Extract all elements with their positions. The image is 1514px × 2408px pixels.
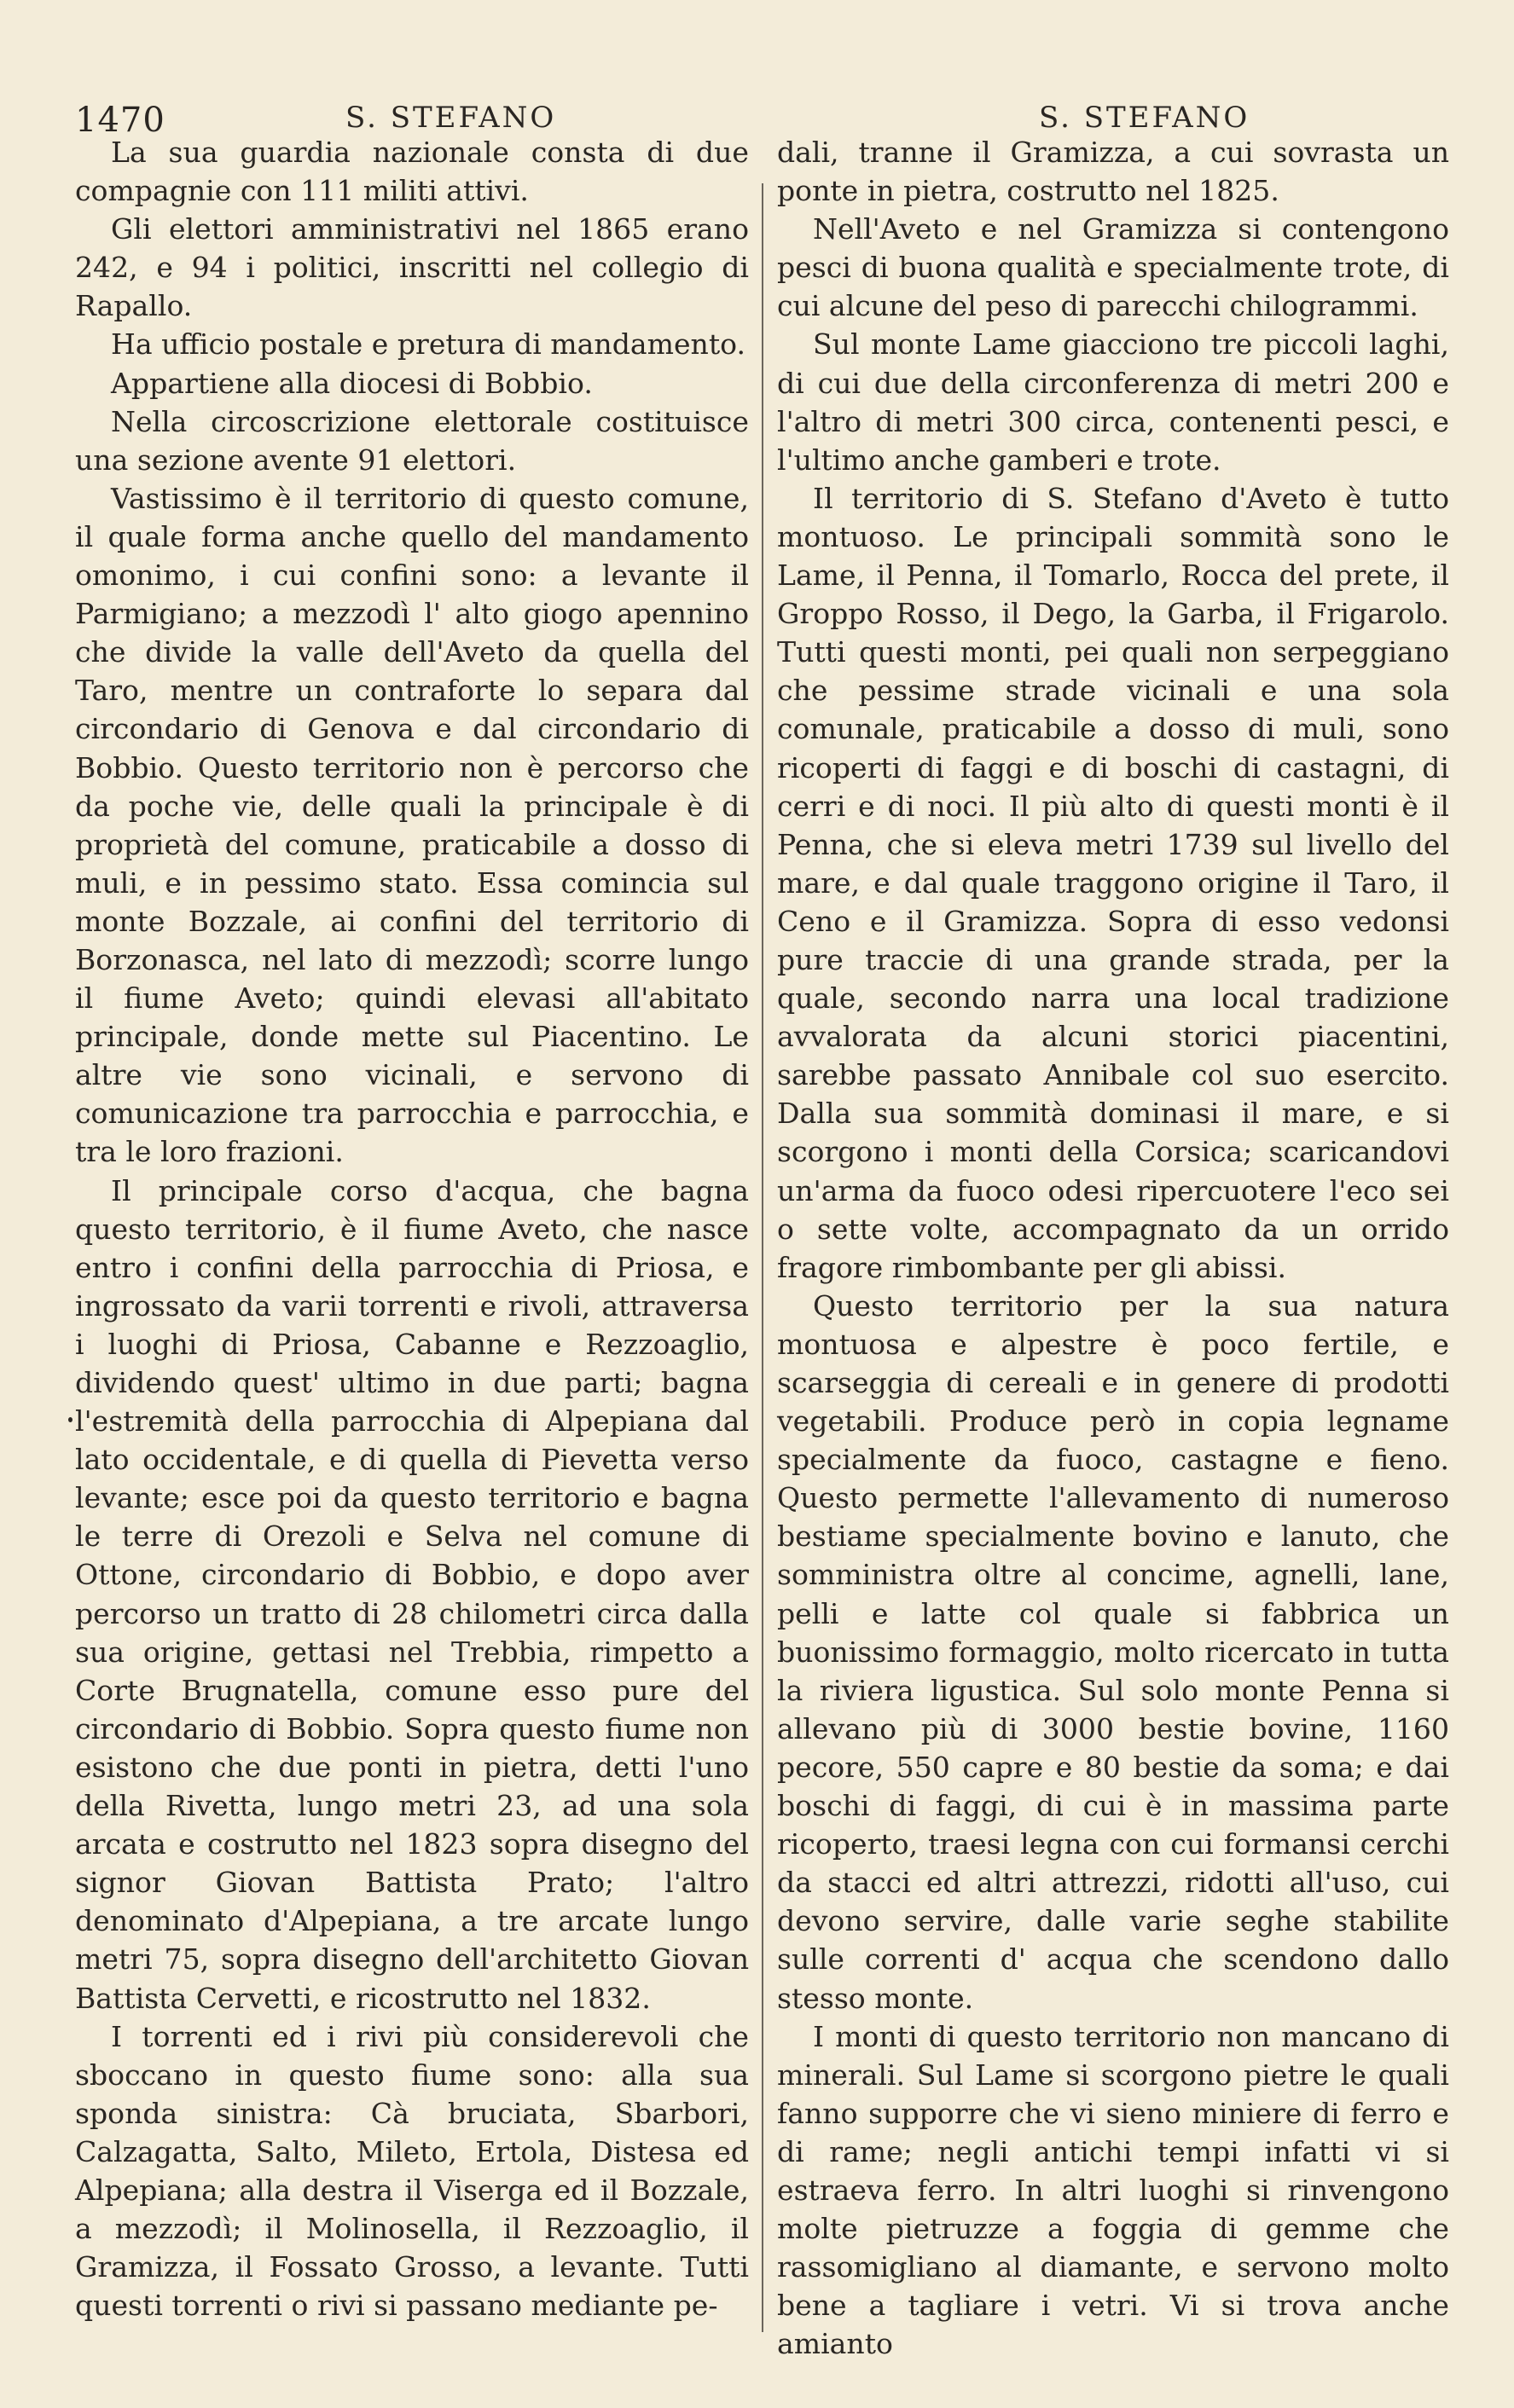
paragraph: Il territorio di S. Stefano d'Aveto è tutto montuoso. Le principali sommità sono le Lame, il Penna, il Tomarlo, Rocca del prete, il Groppo Rosso, il Dego, la Garba, il Frigarolo. Tutti questi monti, pei quali non serpeggiano che pessime strade vicinali e una sola comunale, praticabile a dosso di muli, sono ricoperti di faggi e di boschi di castagni, di cerri e di noci. Il più alto di questi monti è il Penna, che si eleva metri 1739 sul livello del mare, e dal quale traggono origine il Taro, il Ceno e il Gramizza. Sopra di esso vedonsi pure traccie di una grande strada, per la quale, secondo narra una local tradizione avvalorata da alcuni storici piacentini, sarebbe passato Annibale col suo esercito. Dalla sua sommità dominasi il mare, e si scorgono i monti della Corsica; scaricandovi un'arma da fuoco odesi ripercuotere l'eco sei o sette volte, accompagnato da un orrido fragore rimbombante per gli abissi. — [777, 481, 1449, 1284]
paragraph: Gli elettori amministrativi nel 1865 erano 242, e 94 i politici, inscritti nel collegio di Rapallo. — [75, 212, 749, 323]
paragraph: La sua guardia nazionale consta di due compagnie con 111 militi attivi. — [75, 136, 749, 208]
paragraph: Questo territorio per la sua natura montuosa e alpestre è poco fertile, e scarseggia di cereali e in genere di prodotti vegetabili. Produce però in copia legname specialmente da fuoco, castagne e fieno. Questo permette l'allevamento di numeroso bestiame specialmente bovino e lanuto, che somministra oltre al concime, agnelli, lane, pelli e latte col quale si fabbrica un buonissimo formaggio, molto ricercato in tutta la riviera ligustica. Sul solo monte Penna si allevano più di 3000 bestie bovine, 1160 pecore, 550 capre e 80 bestie da soma; e dai boschi di faggi, di cui è in massima parte ricoperto, traesi legna con cui formansi cerchi da stacci ed altri attrezzi, ridotti all'uso, cui devono servire, dalle varie seghe stabilite sulle correnti d' acqua che scendono dallo stesso monte. — [777, 1288, 1449, 2015]
print-speck — [68, 1417, 73, 1422]
paragraph: Vastissimo è il territorio di questo comune, il quale forma anche quello del mandamento omonimo, i cui confini sono: a levante il Parmigiano; a mezzodì l' alto giogo apennino che divide la valle dell'Aveto da quella del Taro, mentre un contraforte lo separa dal circondario di Genova e dal circondario di Bobbio. Questo territorio non è percorso che da poche vie, delle quali la principale è di proprietà del comune, praticabile a dosso di muli, e in pessimo stato. Essa comincia sul monte Bozzale, ai confini del territorio di Borzonasca, nel lato di mezzodì; scorre lungo il fiume Aveto; quindi elevasi all'abitato principale, donde mette sul Piacentino. Le altre vie sono vicinali, e servono di comunicazione tra parrocchia e parrocchia, e tra le loro frazioni. — [75, 481, 749, 1169]
right-column — [777, 133, 1449, 2363]
running-header-right: S. STEFANO — [1039, 101, 1250, 135]
paragraph: Nell'Aveto e nel Gramizza si contengono pesci di buona qualità e specialmente trote, di cui alcune del peso di parecchi chilogrammi. — [777, 212, 1449, 323]
column-divider — [762, 183, 763, 2332]
paragraph: Appartiene alla diocesi di Bobbio. — [111, 366, 593, 400]
left-column — [75, 133, 749, 2324]
paragraph-continuation: dali, tranne il Gramizza, a cui sovrasta un ponte in pietra, costrutto nel 1825. — [777, 136, 1449, 208]
paragraph: Sul monte Lame giacciono tre piccoli laghi, di cui due della circonferenza di metri 200 e l'altro di metri 300 circa, contenenti pesci, e l'ultimo anche gamberi e trote. — [777, 327, 1449, 477]
paragraph: Nella circoscrizione elettorale costituisce una sezione avente 91 elettori. — [75, 404, 749, 477]
paragraph: I monti di questo territorio non mancano di minerali. Sul Lame si scorgono pietre le quali fanno supporre che vi sieno miniere di ferro e di rame; negli antichi tempi infatti vi si estraeva ferro. In altri luoghi si rinvengono molte pietruzze a foggia di gemme che rassomigliano al diamante, e servono molto bene a tagliare i vetri. Vi si trova anche amianto — [777, 2019, 1449, 2361]
paragraph: Il principale corso d'acqua, che bagna questo territorio, è il fiume Aveto, che nasce entro i confini della parrocchia di Priosa, e ingrossato da varii torrenti e rivoli, attraversa i luoghi di Priosa, Cabanne e Rezzoaglio, dividendo quest' ultimo in due parti; bagna l'estremità della parrocchia di Alpepiana dal lato occidentale, e di quella di Pievetta verso levante; esce poi da questo territorio e bagna le terre di Orezoli e Selva nel comune di Ottone, circondario di Bobbio, e dopo aver percorso un tratto di 28 chilometri circa dalla sua origine, gettasi nel Trebbia, rimpetto a Corte Brugnatella, comune esso pure del circondario di Bobbio. Sopra questo fiume non esistono che due ponti in pietra, detti l'uno della Rivetta, lungo metri 23, ad una sola arcata e costrutto nel 1823 sopra disegno del signor Giovan Battista Prato; l'altro denominato d'Alpepiana, a tre arcate lungo metri 75, sopra disegno dell'architetto Giovan Battista Cervetti, e ricostrutto nel 1832. — [75, 1173, 749, 2015]
paragraph: I torrenti ed i rivi più considerevoli che sboccano in questo fiume sono: alla sua sponda sinistra: Cà bruciata, Sbarbori, Calzagatta, Salto, Mileto, Ertola, Distesa ed Alpepiana; alla destra il Viserga ed il Bozzale, a mezzodì; il Molinosella, il Rezzoaglio, il Gramizza, il Fossato Grosso, a levante. Tutti questi torrenti o rivi si passano mediante pe- — [75, 2019, 749, 2323]
paragraph: Ha ufficio postale e pretura di mandamento. — [111, 327, 745, 362]
running-header-left: S. STEFANO — [345, 101, 557, 135]
page-number: 1470 — [75, 101, 165, 140]
